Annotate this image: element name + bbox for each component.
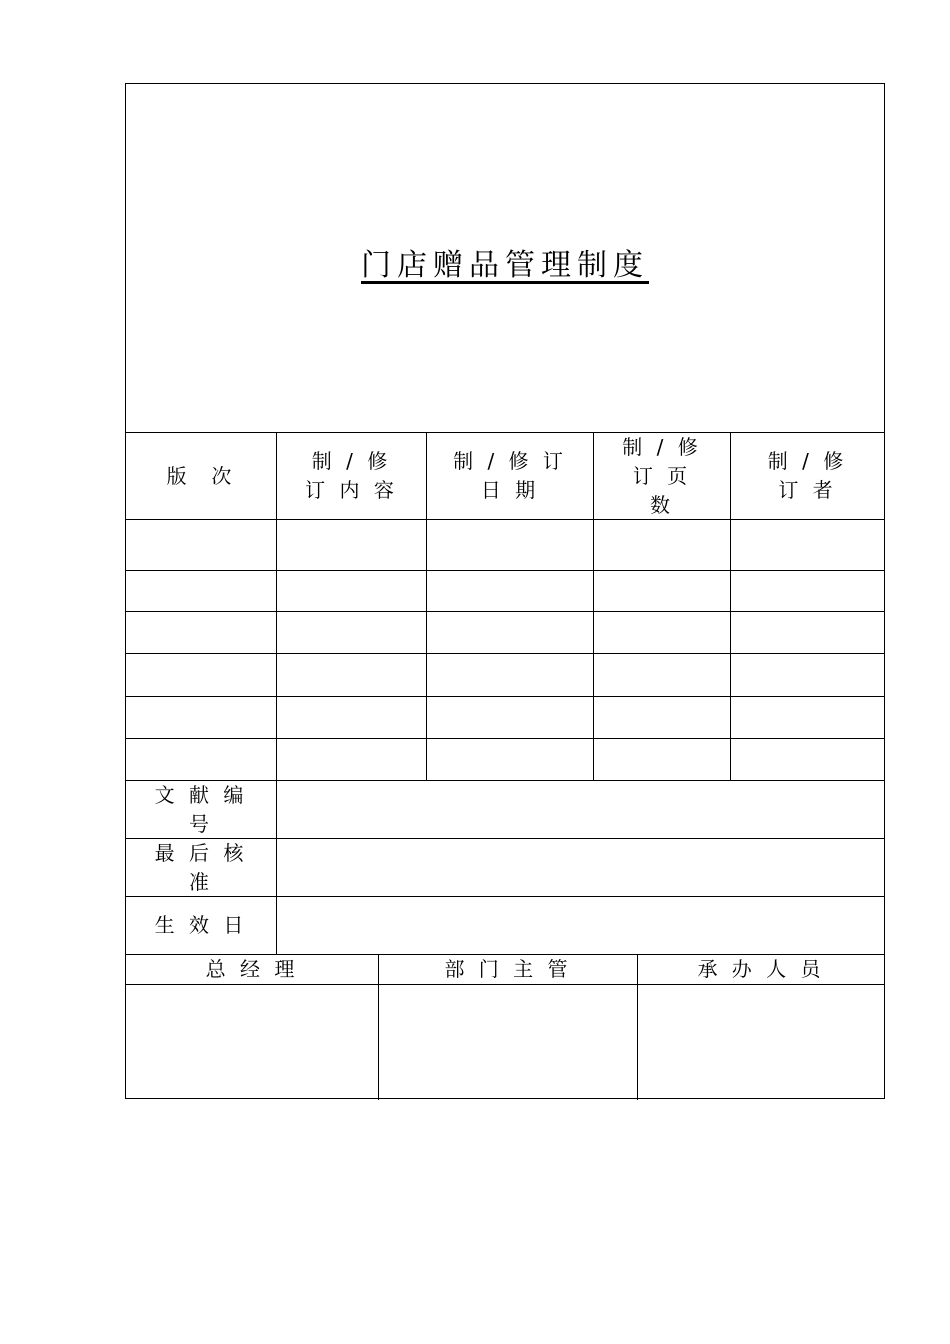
divider xyxy=(126,653,884,654)
divider xyxy=(126,696,884,697)
header-revision-content: 制 / 修 订 内 容 xyxy=(305,449,398,502)
label-document-number: 文 献 编 号 xyxy=(154,782,248,836)
signature-header-general-manager: 总 经 理 xyxy=(205,957,299,981)
signature-header-handler: 承 办 人 员 xyxy=(697,957,825,981)
label-final-approval: 最 后 核 准 xyxy=(154,840,248,894)
value-effective-date xyxy=(277,897,884,954)
divider xyxy=(126,519,884,520)
divider xyxy=(126,570,884,571)
value-final-approval xyxy=(277,839,884,896)
signature-box-handler xyxy=(638,985,884,1098)
header-revision-pages: 制 / 修 订 页 数 xyxy=(622,434,702,517)
title-area xyxy=(126,84,884,432)
divider xyxy=(126,611,884,612)
document-title: 门店赠品管理制度 xyxy=(361,248,649,283)
label-effective-date: 生 效 日 xyxy=(154,913,248,937)
signature-box-general-manager xyxy=(126,985,378,1098)
signature-box-department-head xyxy=(379,985,637,1098)
header-version: 版 次 xyxy=(166,463,236,488)
divider xyxy=(126,738,884,739)
signature-header-department-head: 部 门 主 管 xyxy=(444,957,572,981)
document-frame xyxy=(125,83,885,1099)
header-revision-date: 制 / 修 订 日 期 xyxy=(453,449,567,502)
header-reviser: 制 / 修 订 者 xyxy=(767,449,848,502)
value-document-number xyxy=(277,781,884,838)
